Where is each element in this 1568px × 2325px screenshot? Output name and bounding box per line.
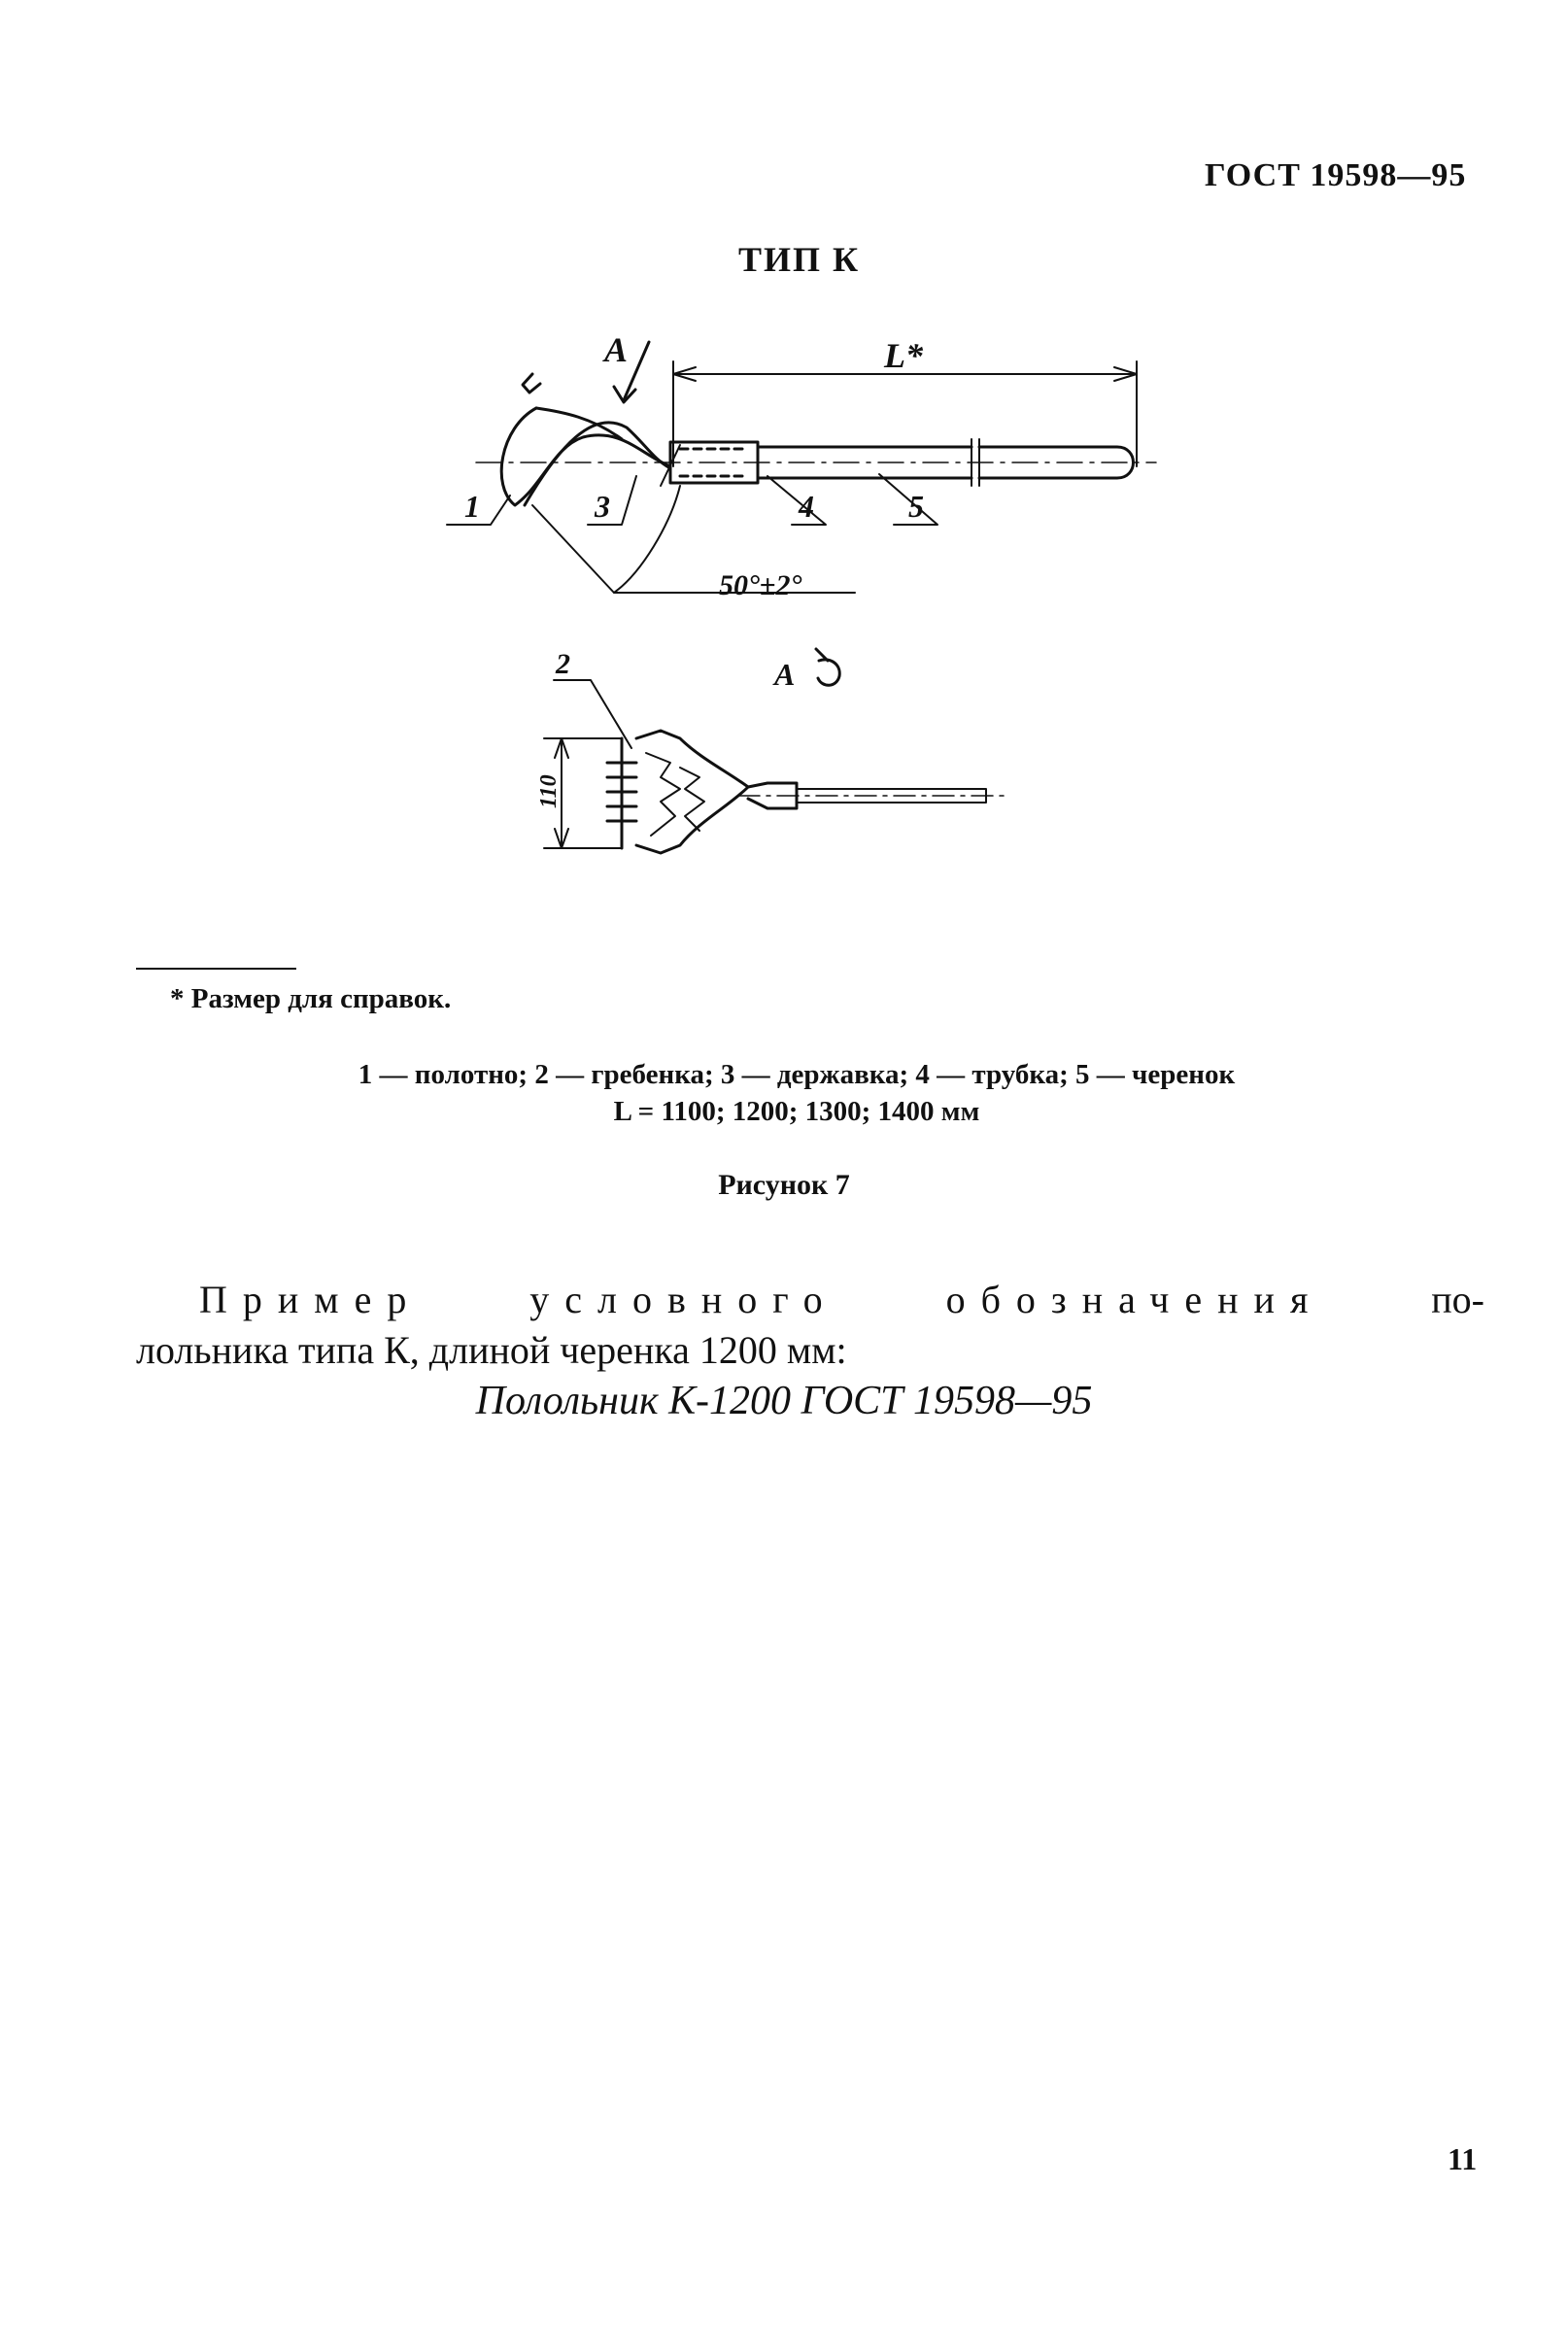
dimension-length-label: L*	[884, 336, 923, 375]
part-label-5: 5	[908, 489, 924, 524]
legend-line-1: 1 — полотно; 2 — гребенка; 3 — державка; 4 — трубка; 5 — черенок	[358, 1059, 1236, 1090]
part-label-1: 1	[464, 489, 480, 524]
page-number: 11	[1448, 2141, 1478, 2176]
figure-legend	[136, 1056, 1457, 1130]
designation-example: Полольник К-1200 ГОСТ 19598—95	[475, 1379, 1093, 1423]
example-paragraph	[136, 1275, 1484, 1376]
word: Пример	[199, 1278, 423, 1321]
figure-caption: Рисунок 7	[718, 1169, 850, 1201]
word: по-	[1431, 1278, 1484, 1321]
example-line-1	[199, 1275, 1484, 1325]
blade-outline	[523, 374, 540, 393]
document-code: ГОСТ 19598—95	[1205, 157, 1467, 193]
view-symbol	[818, 660, 839, 685]
part-label-4: 4	[799, 489, 814, 524]
word: обозначения	[945, 1278, 1324, 1321]
view-dimension-label: 110	[536, 774, 562, 808]
view-arrow-label: А	[604, 330, 629, 369]
word: условного	[529, 1278, 838, 1321]
legend-line-2: L = 1100; 1200; 1300; 1400 мм	[613, 1096, 980, 1127]
footnote: * Размер для справок.	[170, 983, 452, 1014]
footnote-rule	[136, 968, 296, 970]
figure-type-title: ТИП К	[738, 240, 861, 279]
example-line-2: лольника типа К, длиной черенка 1200 мм:	[136, 1328, 847, 1372]
part-label-3: 3	[595, 489, 610, 524]
leader-4	[767, 476, 826, 525]
view-part-label-2: 2	[556, 648, 570, 680]
view-title: А	[774, 657, 796, 692]
technical-drawing	[0, 0, 1568, 972]
angle-label: 50°±2°	[719, 569, 802, 601]
